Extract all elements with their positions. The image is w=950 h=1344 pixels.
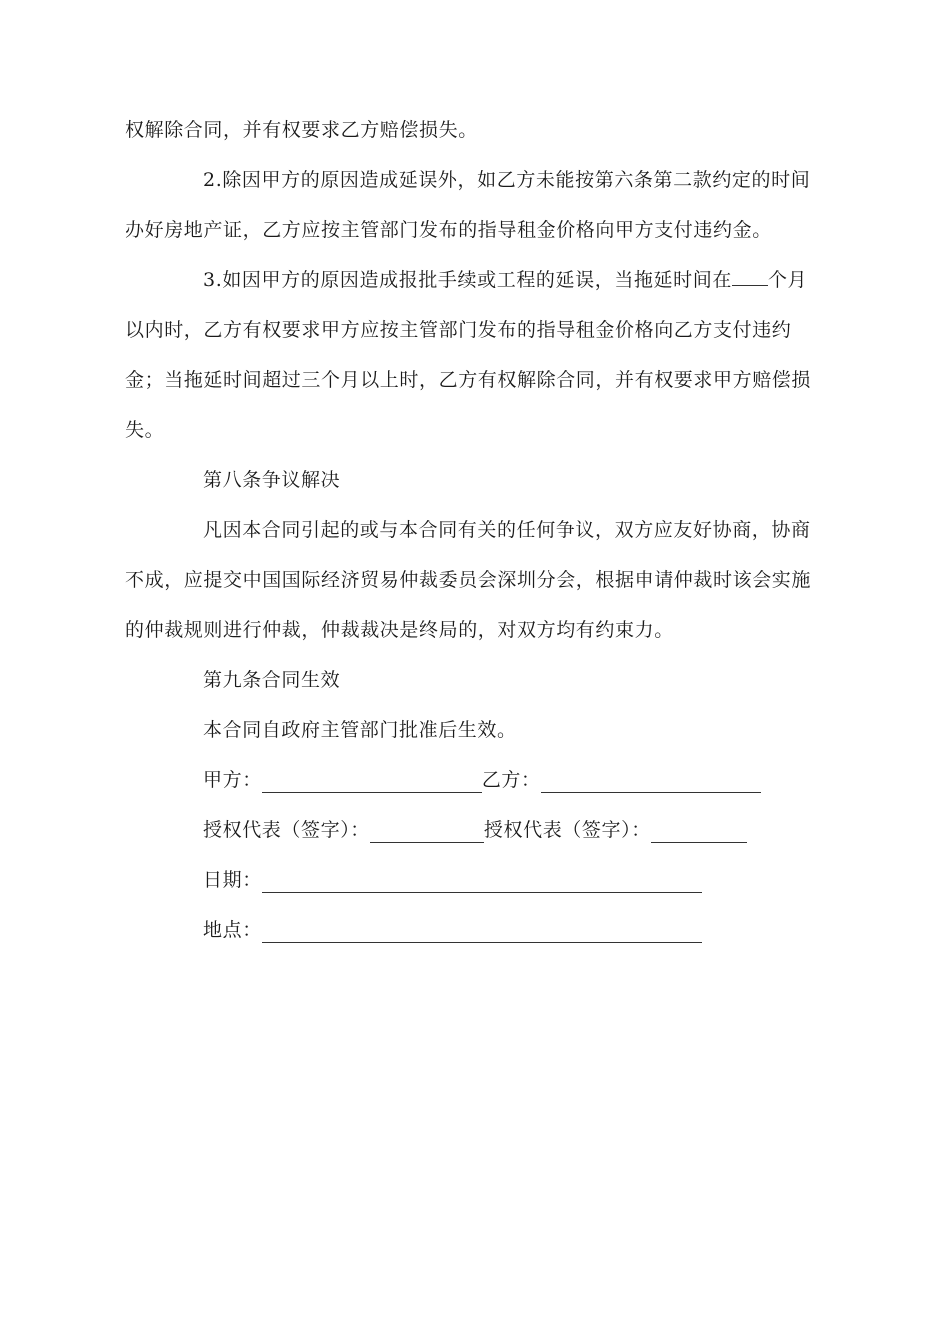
- representative-line: [203, 805, 825, 855]
- party-b-field[interactable]: [541, 770, 761, 793]
- party-b-label: 乙方：: [481, 769, 541, 791]
- date-field[interactable]: [262, 870, 702, 893]
- months-blank[interactable]: [732, 267, 768, 286]
- rep-a-signature-field[interactable]: [370, 820, 484, 843]
- article-9-heading: 第九条合同生效: [203, 669, 341, 691]
- clause-2: 2.除因甲方的原因造成延误外，如乙方未能按第六条第二款约定的时间办好房地产证，乙方应按主管部门发布的指导租金价格向甲方支付违约金。: [125, 169, 811, 241]
- paragraph-continuation: 权解除合同，并有权要求乙方赔偿损失。: [125, 119, 478, 141]
- article-8-heading: 第八条争议解决: [203, 469, 341, 491]
- rep-b-signature-field[interactable]: [651, 820, 747, 843]
- date-label: 日期：: [203, 869, 262, 891]
- signature-block: [203, 755, 825, 955]
- article-9-body: 本合同自政府主管部门批准后生效。: [203, 719, 517, 741]
- clause-3-text-before: 3.如因甲方的原因造成报批手续或工程的延误，当拖延时间在: [203, 269, 732, 291]
- article-8-body: 凡因本合同引起的或与本合同有关的任何争议，双方应友好协商，协商不成，应提交中国国际经济贸易仲裁委员会深圳分会，根据申请仲裁时该会实施的仲裁规则进行仲裁，仲裁裁决是终局的，对双方均有约束力。: [125, 519, 812, 641]
- rep-b-label: 授权代表（签字）：: [483, 819, 651, 841]
- party-line: [203, 755, 825, 805]
- document-body: [125, 105, 825, 955]
- rep-a-label: 授权代表（签字）：: [203, 819, 370, 841]
- place-label: 地点：: [203, 919, 262, 941]
- clause-3-text-after: 个月以内时，乙方有权要求甲方应按主管部门发布的指导租金价格向乙方支付违约金；当拖延时间超过三个月以上时，乙方有权解除合同，并有权要求甲方赔偿损失。: [125, 269, 812, 441]
- party-a-field[interactable]: [262, 770, 482, 793]
- party-a-label: 甲方：: [203, 769, 262, 791]
- place-line: [203, 905, 825, 955]
- date-line: [203, 855, 825, 905]
- place-field[interactable]: [262, 920, 702, 943]
- clause-3: [125, 255, 825, 455]
